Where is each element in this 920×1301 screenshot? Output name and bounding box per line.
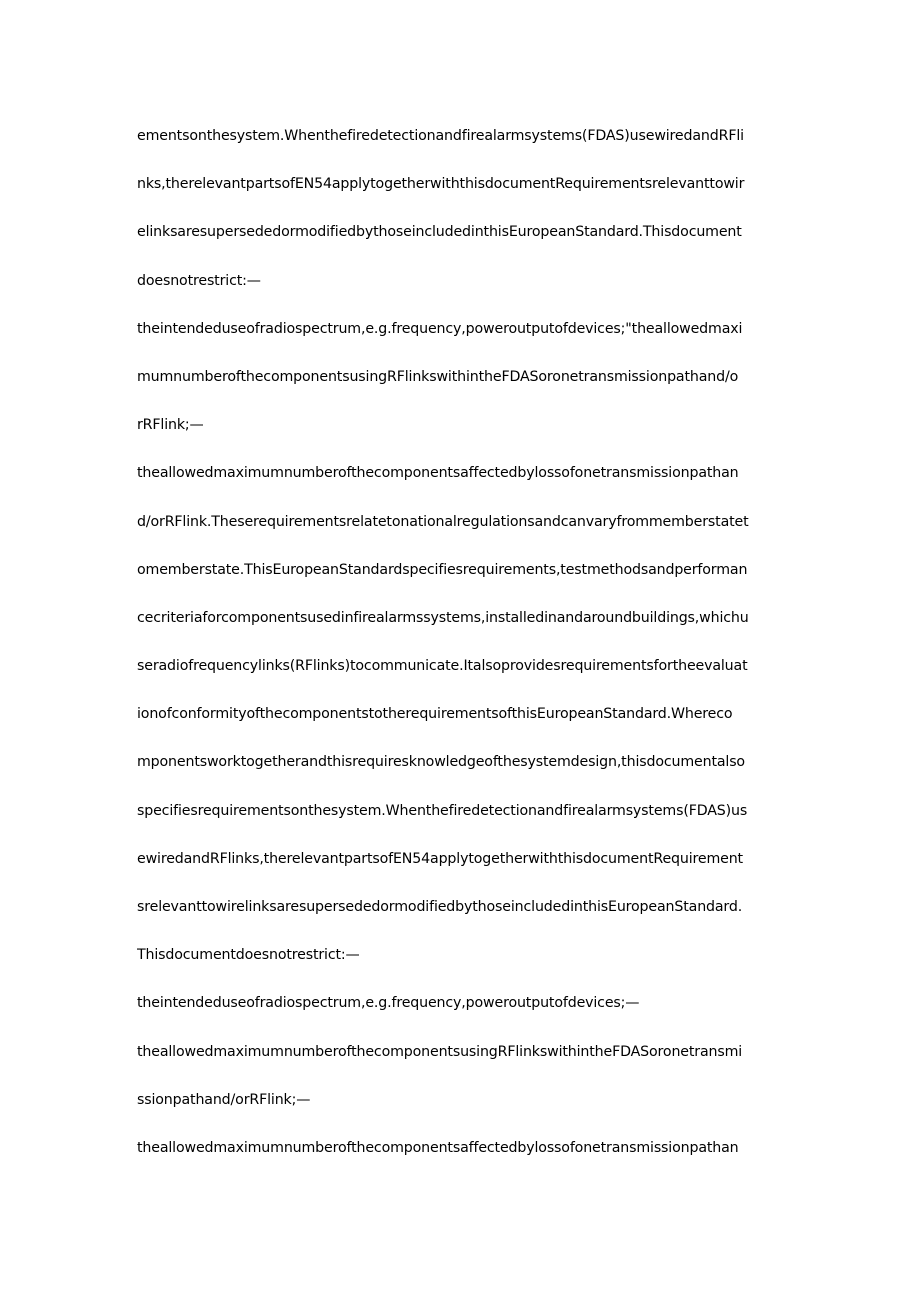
- text-line: ssionpathand/orRFlink;—: [137, 1091, 311, 1108]
- text-line: theallowedmaximumnumberofthecomponentsaffectedbylossofonetransmissionpathan: [137, 1139, 739, 1156]
- text-line: ewiredandRFlinks,therelevantpartsofEN54applytogetherwiththisdocumentRequirement: [137, 850, 743, 867]
- text-line: srelevanttowirelinksaresupersededormodifiedbythoseincludedinthisEuropeanStandard.: [137, 899, 743, 915]
- text-line: rRFlink;—: [137, 417, 204, 434]
- text-line: theintendeduseofradiospectrum,e.g.frequency,poweroutputofdevices;"theallowedmaxi: [137, 320, 743, 337]
- text-line: d/orRFlink.Theserequirementsrelatetonationalregulationsandcanvaryfrommemberstatet: [137, 513, 749, 530]
- text-line: nks,therelevantpartsofEN54applytogetherwiththisdocumentRequirementsrelevanttowir: [137, 176, 745, 193]
- text-line: cecriteriaforcomponentsusedinfirealarmssystems,installedinandaroundbuildings,whichu: [137, 609, 749, 626]
- text-line: specifiesrequirementsonthesystem.Whenthefiredetectionandfirealarmsystems(FDAS)us: [137, 802, 748, 819]
- text-line: theallowedmaximumnumberofthecomponentsaffectedbylossofonetransmissionpathan: [137, 465, 739, 482]
- text-line: elinksaresupersededormodifiedbythoseincludedinthisEuropeanStandard.Thisdocument: [137, 224, 742, 241]
- body-text: [137, 121, 797, 1181]
- text-line: doesnotrestrict:—: [137, 272, 261, 289]
- text-line: omemberstate.ThisEuropeanStandardspecifiesrequirements,testmethodsandperforman: [137, 561, 748, 578]
- text-line: ementsonthesystem.Whenthefiredetectionandfirealarmsystems(FDAS)usewiredandRFli: [137, 128, 744, 144]
- text-line: Thisdocumentdoesnotrestrict:—: [137, 947, 360, 964]
- text-line: ionofconformityofthecomponentstotherequirementsofthisEuropeanStandard.Whereco: [137, 706, 733, 723]
- text-line: seradiofrequencylinks(RFlinks)tocommunicate.Italsoprovidesrequirementsfortheevaluat: [137, 658, 748, 675]
- text-line: mumnumberofthecomponentsusingRFlinkswithintheFDASoronetransmissionpathand/o: [137, 368, 739, 385]
- text-line: theintendeduseofradiospectrum,e.g.frequency,poweroutputofdevices;—: [137, 995, 640, 1012]
- text-line: mponentsworktogetherandthisrequiresknowledgeofthesystemdesign,thisdocumentalso: [137, 754, 745, 771]
- text-line: theallowedmaximumnumberofthecomponentsusingRFlinkswithintheFDASoronetransmi: [137, 1043, 743, 1060]
